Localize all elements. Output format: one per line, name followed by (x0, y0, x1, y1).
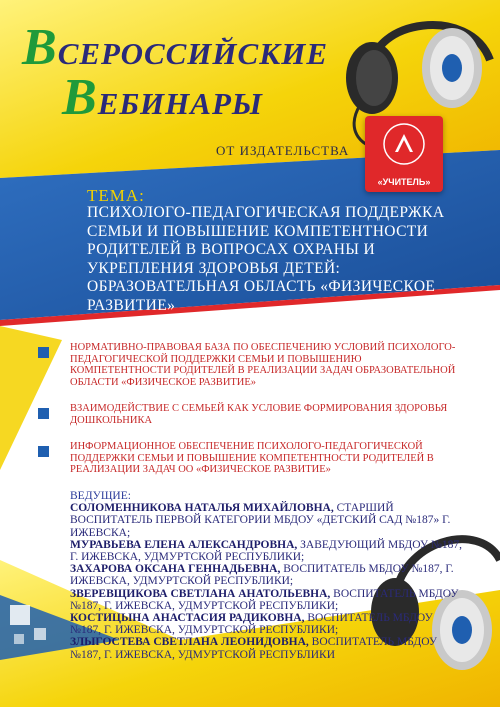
title-initial: В (62, 69, 98, 126)
topic-text: НОРМАТИВНО-ПРАВОВАЯ БАЗА ПО ОБЕСПЕЧЕНИЮ УСЛОВИЙ ПСИХОЛОГО-ПЕДАГОГИЧЕСКОЙ ПОДДЕРЖКИ СЕМЬИ И ПОВЫШЕНИЮ КОМПЕТЕНТНОСТИ РОДИТЕЛЕЙ В РЕАЛИЗАЦИИ ЗАДАЧ ОБРАЗОВАТЕЛЬНОЙ ОБЛАСТИ «ФИЗИЧЕСКОЕ РАЗВИТИЕ» (70, 342, 456, 388)
theme-label: ТЕМА: (87, 186, 145, 205)
host-entry (70, 539, 465, 563)
title-line-2 (62, 68, 263, 127)
book-icon (365, 116, 443, 172)
topic-text: ВЗАИМОДЕЙСТВИЕ С СЕМЬЕЙ КАК УСЛОВИЕ ФОРМИРОВАНИЯ ЗДОРОВЬЯ ДОШКОЛЬНИКА (70, 403, 448, 426)
host-name: КОСТИЦЫНА АНАСТАСИЯ РАДИКОВНА, (70, 612, 305, 625)
publisher-label: ОТ ИЗДАТЕЛЬСТВА (216, 143, 350, 158)
topics-list (38, 342, 458, 491)
host-entry (70, 502, 465, 539)
host-name: ЗВЕРЕВЩИКОВА СВЕТЛАНА АНАТОЛЬЕВНА, (70, 587, 331, 600)
hosts-label: ВЕДУЩИЕ: (70, 490, 131, 502)
hosts-block (70, 490, 465, 661)
list-item (38, 403, 458, 426)
topic-text: ИНФОРМАЦИОННОЕ ОБЕСПЕЧЕНИЕ ПСИХОЛОГО-ПЕДАГОГИЧЕСКОЙ ПОДДЕРЖКИ СЕМЬИ И ПОВЫШЕНИЕ КОМПЕТЕНТНОСТИ РОДИТЕЛЕЙ В РЕАЛИЗАЦИИ ЗАДАЧ ОО «ФИЗИЧЕСКОЕ РАЗВИТИЕ» (70, 441, 434, 475)
host-role: ВОСПИТАТЕЛЬ МБДОУ №187, Г. ИЖЕВСКА, УДМУРТСКОЙ РЕСПУБЛИКИ; (70, 612, 433, 637)
deco-square (34, 628, 46, 640)
host-entry (70, 563, 465, 587)
host-role: ВОСПИТАТЕЛЬ МБДОУ №187, Г. ИЖЕВСКА, УДМУРТСКОЙ РЕСПУБЛИКИ (70, 636, 438, 661)
theme-text: ПСИХОЛОГО-ПЕДАГОГИЧЕСКАЯ ПОДДЕРЖКА СЕМЬИ И ПОВЫШЕНИЕ КОМПЕТЕНТНОСТИ РОДИТЕЛЕЙ В ВОПРОСАХ ОХРАНЫ И УКРЕПЛЕНИЯ ЗДОРОВЬЯ ДЕТЕЙ: ОБРАЗОВАТЕЛЬНАЯ ОБЛАСТЬ «ФИЗИЧЕСКОЕ РАЗВИТИЕ» (87, 204, 445, 314)
host-role: ЗАВЕДУЮЩИЙ МБДОУ №187, Г. ИЖЕВСКА, УДМУРТСКОЙ РЕСПУБЛИКИ; (70, 538, 462, 564)
title-rest: ЕБИНАРЫ (97, 86, 263, 121)
host-role: ВОСПИТАТЕЛЬ МБДОУ №187, Г. ИЖЕВСКА, УДМУРТСКОЙ РЕСПУБЛИКИ; (70, 563, 454, 588)
host-name: МУРАВЬЕВА ЕЛЕНА АЛЕКСАНДРОВНА, (70, 538, 298, 551)
bullet-square-icon (38, 446, 49, 457)
host-role: ВОСПИТАТЕЛЬ МБДОУ №187, Г. ИЖЕВСКА, УДМУРТСКОЙ РЕСПУБЛИКИ; (70, 587, 459, 612)
host-name: ЗЛЫГОСТЕВА СВЕТЛАНА ЛЕОНИДОВНА, (70, 636, 309, 649)
deco-square (10, 605, 30, 625)
publisher-logo (365, 116, 443, 192)
host-entry (70, 636, 465, 660)
title-initial: В (22, 19, 58, 76)
logo-text: «УЧИТЕЛЬ» (377, 177, 431, 187)
bullet-square-icon (38, 347, 49, 358)
host-name: СОЛОМЕННИКОВА НАТАЛЬЯ МИХАЙЛОВНА, (70, 502, 334, 515)
host-entry (70, 588, 465, 612)
list-item (38, 342, 458, 388)
host-role: СТАРШИЙ ВОСПИТАТЕЛЬ ПЕРВОЙ КАТЕГОРИИ МБДОУ «ДЕТСКИЙ САД №187» Г. ИЖЕВСКА; (70, 502, 451, 539)
deco-square (14, 634, 24, 644)
list-item (38, 441, 458, 476)
host-name: ЗАХАРОВА ОКСАНА ГЕННАДЬЕВНА, (70, 563, 281, 576)
title-rest: СЕРОССИЙСКИЕ (57, 36, 329, 71)
host-entry (70, 612, 465, 636)
bullet-square-icon (38, 408, 49, 419)
